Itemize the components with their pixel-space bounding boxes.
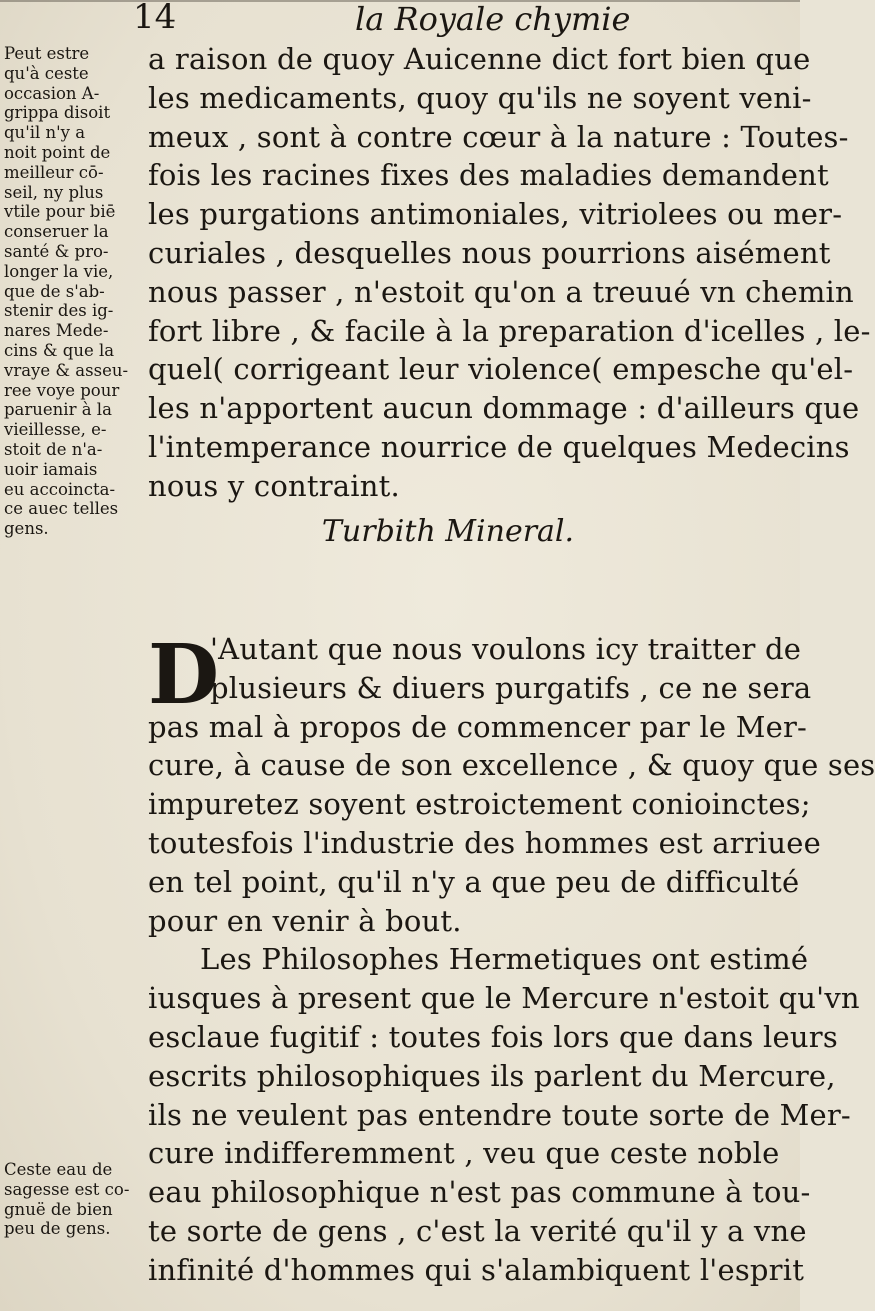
text-line: pour en venir à bout.: [148, 903, 462, 938]
text-line: te sorte de gens , c'est la verité qu'il y a vne: [148, 1213, 807, 1248]
text-line: impuretez soyent estroictement conioinctes;: [148, 787, 811, 822]
margin-note-line: vieillesse, e-: [4, 420, 107, 440]
text-line: les n'apportent aucun dommage : d'ailleurs que: [148, 391, 860, 426]
text-line: l'intemperance nourrice de quelques Medecins: [148, 429, 850, 464]
margin-note-line: Ceste eau de: [4, 1160, 113, 1179]
margin-note-line: meilleur cō-: [4, 162, 104, 182]
text-line: en tel point, qu'il n'y a que peu de difficulté: [148, 864, 800, 899]
margin-note-line: nares Mede-: [4, 321, 109, 341]
margin-note-line: cins & que la: [4, 340, 115, 360]
text-line: nous passer , n'estoit qu'on a treuué vn chemin: [148, 274, 854, 309]
text-line: pas mal à propos de commencer par le Mer-: [148, 709, 808, 744]
text-line: plusieurs & diuers purgatifs , ce ne sera: [210, 670, 812, 705]
margin-note-line: que de s'ab-: [4, 281, 105, 301]
dropcap-wrap: [148, 627, 812, 723]
paragraph-2: [148, 627, 875, 1290]
margin-note-line: noit point de: [4, 142, 111, 162]
margin-note-line: sagesse est co-: [4, 1179, 130, 1199]
margin-note-line: uoir iamais: [4, 459, 98, 479]
text-line: quel( corrigeant leur violence( empesche qu'el-: [148, 352, 854, 387]
margin-note-line: ree voye pour: [4, 380, 120, 400]
text-line: curiales , desquelles nous pourrions aisément: [148, 235, 831, 270]
margin-note-line: conseruer la: [4, 222, 109, 242]
margin-note-line: vtile pour biē: [4, 202, 116, 222]
text-line: ils ne veulent pas entendre toute sorte de Mer-: [148, 1097, 851, 1132]
margin-note-line: ce auec telles: [4, 499, 119, 519]
page-number: 14: [133, 0, 177, 37]
margin-note-line: occasion A-: [4, 83, 100, 103]
section-title: Turbith Mineral.: [321, 514, 575, 549]
page-header: [0, 0, 800, 38]
text-line: cure indifferemment , veu que ceste noble: [148, 1136, 780, 1171]
text-line: eau philosophique n'est pas commune à tou-: [148, 1175, 811, 1210]
text-line: iusques à present que le Mercure n'estoit qu'vn: [148, 981, 860, 1016]
margin-note-line: gens.: [4, 519, 49, 539]
margin-note-line: peu de gens.: [4, 1219, 111, 1239]
text-line: escrits philosophiques ils parlent du Mercure,: [148, 1058, 836, 1093]
text-line: a raison de quoy Auicenne dict fort bien que: [148, 42, 811, 76]
margin-note-line: paruenir à la: [4, 400, 112, 420]
text-line: fort libre , & facile à la preparation d'icelles , le-: [148, 313, 871, 348]
margin-note-line: qu'il n'y a: [4, 123, 86, 143]
margin-note-line: gnuë de bien: [4, 1199, 113, 1219]
text-line: 'Autant que nous voulons icy traitter de: [210, 632, 802, 666]
text-line: les purgations antimoniales, vitriolees ou mer-: [148, 197, 843, 232]
running-title: la Royale chymie: [355, 0, 631, 38]
margin-note-line: vraye & asseu-: [4, 360, 129, 380]
margin-note-line: qu'à ceste: [4, 63, 89, 83]
margin-note-agrippa: [4, 44, 144, 539]
text-line: nous y contraint.: [148, 468, 400, 503]
margin-note-line: seil, ny plus: [4, 182, 104, 202]
margin-note-line: eu accoincta-: [4, 479, 116, 499]
text-line: les medicaments, quoy qu'ils ne soyent veni-: [148, 80, 812, 115]
margin-note-line: grippa disoit: [4, 103, 111, 123]
margin-note-eau: [4, 1160, 144, 1239]
margin-note-line: stoit de n'a-: [4, 439, 103, 459]
text-line: toutesfois l'industrie des hommes est arriuee: [148, 825, 821, 860]
text-line: infinité d'hommes qui s'alambiquent l'esprit: [148, 1252, 805, 1287]
paragraph-1: [148, 40, 871, 506]
text-line: fois les racines fixes des maladies demandent: [148, 158, 829, 193]
drop-cap: D: [148, 627, 220, 723]
text-line: esclaue fugitif : toutes fois lors que dans leurs: [148, 1019, 838, 1054]
margin-note-line: Peut estre: [4, 44, 90, 63]
text-line: Les Philosophes Hermetiques ont estimé: [200, 942, 809, 977]
text-line: meux , sont à contre cœur à la nature : Toutes-: [148, 119, 849, 154]
margin-note-line: santé & pro-: [4, 241, 109, 261]
margin-note-line: stenir des ig-: [4, 301, 114, 321]
text-line: cure, à cause de son excellence , & quoy que ses: [148, 748, 875, 783]
margin-note-line: longer la vie,: [4, 261, 114, 281]
